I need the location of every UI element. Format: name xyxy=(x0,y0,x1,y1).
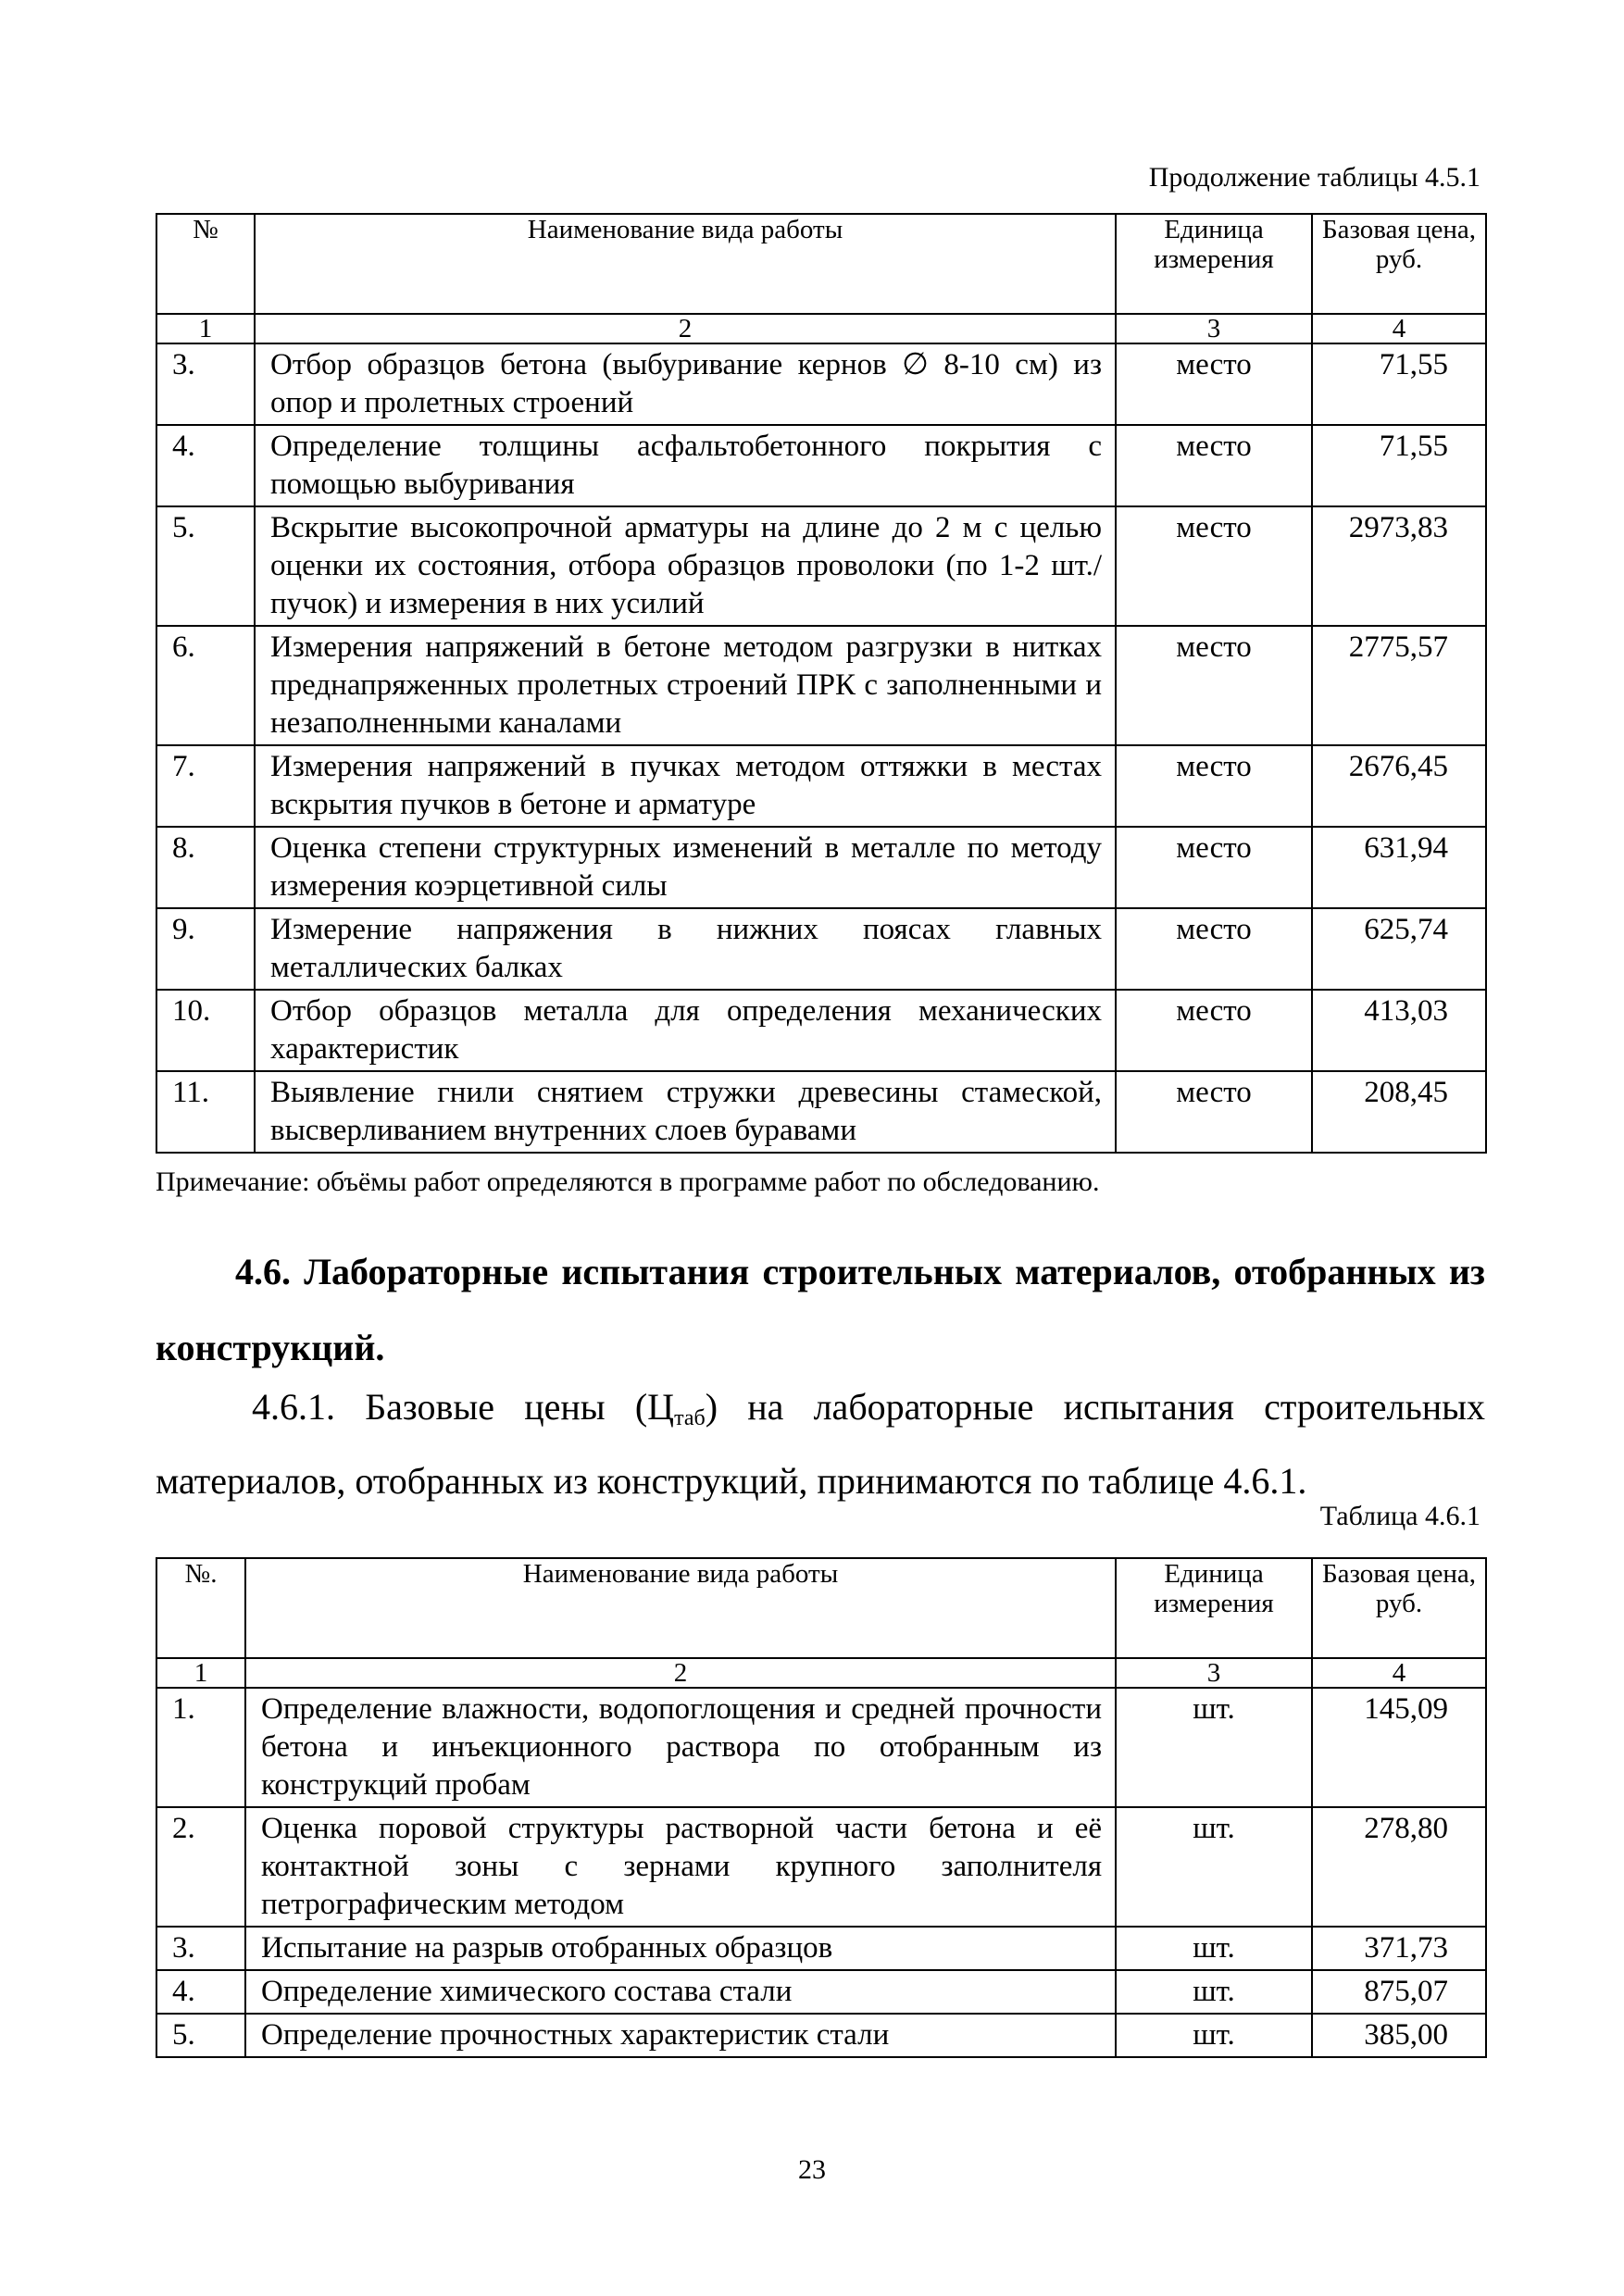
work-name: Испытание на разрыв отобранных образцов xyxy=(245,1927,1116,1970)
unit: место xyxy=(1116,506,1312,626)
price: 71,55 xyxy=(1312,425,1486,506)
column-number-row xyxy=(156,1658,1486,1688)
column-number: 1 xyxy=(156,314,255,343)
price: 875,07 xyxy=(1312,1970,1486,2014)
unit: место xyxy=(1116,827,1312,908)
row-number: 2. xyxy=(156,1807,245,1927)
para-subscript: таб xyxy=(674,1406,706,1430)
table-note: Примечание: объёмы работ определяются в программе работ по обследованию. xyxy=(156,1167,1100,1197)
column-number: 2 xyxy=(255,314,1116,343)
price: 71,55 xyxy=(1312,343,1486,425)
table-row xyxy=(156,2014,1486,2057)
header-unit: Единица измерения xyxy=(1116,1558,1312,1658)
section-heading-text: 4.6. Лабораторные испытания строительных материалов, отобранных из конструкций. xyxy=(156,1251,1485,1368)
unit: место xyxy=(1116,1071,1312,1153)
work-name: Оценка поровой структуры растворной части бетона и её контактной зоны с зернами крупного заполнителя петрографическим методом xyxy=(245,1807,1116,1927)
row-number: 10. xyxy=(156,990,255,1071)
work-name: Выявление гнили снятием стружки древесины стамеской, высверливанием внутренних слоев буравами xyxy=(255,1071,1116,1153)
unit: место xyxy=(1116,990,1312,1071)
price: 413,03 xyxy=(1312,990,1486,1071)
header-num: № xyxy=(156,214,255,314)
work-name: Вскрытие высокопрочной арматуры на длине до 2 м с целью оценки их состояния, отбора образцов проволоки (по 1-2 шт./пучок) и измерения в них усилий xyxy=(255,506,1116,626)
table-header-row xyxy=(156,214,1486,314)
section-heading xyxy=(156,1234,1485,1386)
price-table-4-6-1 xyxy=(156,1557,1487,2058)
row-number: 11. xyxy=(156,1071,255,1153)
table-continuation-caption: Продолжение таблицы 4.5.1 xyxy=(1148,162,1480,193)
unit: шт. xyxy=(1116,2014,1312,2057)
header-num: №. xyxy=(156,1558,245,1658)
price-table-4-5-1 xyxy=(156,213,1487,1154)
row-number: 6. xyxy=(156,626,255,745)
para-text-end: ) на лабораторные испытания строительных материалов, отобранных из конструкций, принимаются по таблице 4.6.1. xyxy=(156,1386,1485,1502)
unit: место xyxy=(1116,745,1312,827)
row-number: 5. xyxy=(156,2014,245,2057)
work-name: Определение прочностных характеристик стали xyxy=(245,2014,1116,2057)
table-row xyxy=(156,425,1486,506)
table-row xyxy=(156,1807,1486,1927)
table-row xyxy=(156,1688,1486,1807)
header-price: Базовая цена, руб. xyxy=(1312,214,1486,314)
price: 625,74 xyxy=(1312,908,1486,990)
unit: шт. xyxy=(1116,1688,1312,1807)
price: 371,73 xyxy=(1312,1927,1486,1970)
table-row xyxy=(156,626,1486,745)
work-name: Отбор образцов металла для определения механических характеристик xyxy=(255,990,1116,1071)
row-number: 7. xyxy=(156,745,255,827)
unit: место xyxy=(1116,425,1312,506)
column-number: 4 xyxy=(1312,1658,1486,1688)
column-number: 3 xyxy=(1116,1658,1312,1688)
table-row xyxy=(156,1071,1486,1153)
column-number: 3 xyxy=(1116,314,1312,343)
unit: место xyxy=(1116,908,1312,990)
row-number: 4. xyxy=(156,1970,245,2014)
price: 631,94 xyxy=(1312,827,1486,908)
price: 2676,45 xyxy=(1312,745,1486,827)
work-name: Измерение напряжения в нижних поясах главных металлических балках xyxy=(255,908,1116,990)
page-number: 23 xyxy=(798,2154,826,2185)
row-number: 5. xyxy=(156,506,255,626)
table-row xyxy=(156,745,1486,827)
price: 2775,57 xyxy=(1312,626,1486,745)
row-number: 4. xyxy=(156,425,255,506)
table-row xyxy=(156,506,1486,626)
unit: место xyxy=(1116,343,1312,425)
work-name: Определение химического состава стали xyxy=(245,1970,1116,2014)
unit: место xyxy=(1116,626,1312,745)
column-number: 2 xyxy=(245,1658,1116,1688)
table-row xyxy=(156,908,1486,990)
price: 278,80 xyxy=(1312,1807,1486,1927)
table-row xyxy=(156,343,1486,425)
work-name: Определение толщины асфальтобетонного покрытия с помощью выбуривания xyxy=(255,425,1116,506)
row-number: 1. xyxy=(156,1688,245,1807)
section-paragraph xyxy=(156,1370,1485,1518)
table-caption: Таблица 4.6.1 xyxy=(1319,1501,1480,1531)
work-name: Измерения напряжений в пучках методом оттяжки в местах вскрытия пучков в бетоне и арматуре xyxy=(255,745,1116,827)
header-name: Наименование вида работы xyxy=(255,214,1116,314)
row-number: 9. xyxy=(156,908,255,990)
table-row xyxy=(156,990,1486,1071)
unit: шт. xyxy=(1116,1927,1312,1970)
header-name: Наименование вида работы xyxy=(245,1558,1116,1658)
price: 385,00 xyxy=(1312,2014,1486,2057)
row-number: 8. xyxy=(156,827,255,908)
table-row xyxy=(156,1927,1486,1970)
work-name: Измерения напряжений в бетоне методом разгрузки в нитках преднапряженных пролетных строений ПРК с заполненными и незаполненными каналами xyxy=(255,626,1116,745)
table-header-row xyxy=(156,1558,1486,1658)
row-number: 3. xyxy=(156,343,255,425)
para-text-start: 4.6.1. Базовые цены (Ц xyxy=(252,1386,675,1428)
header-price: Базовая цена, руб. xyxy=(1312,1558,1486,1658)
header-unit: Единица измерения xyxy=(1116,214,1312,314)
row-number: 3. xyxy=(156,1927,245,1970)
unit: шт. xyxy=(1116,1807,1312,1927)
column-number-row xyxy=(156,314,1486,343)
price: 145,09 xyxy=(1312,1688,1486,1807)
table-row xyxy=(156,827,1486,908)
work-name: Определение влажности, водопоглощения и средней прочности бетона и инъекционного раствора по отобранным из конструкций пробам xyxy=(245,1688,1116,1807)
price: 2973,83 xyxy=(1312,506,1486,626)
work-name: Оценка степени структурных изменений в металле по методу измерения коэрцетивной силы xyxy=(255,827,1116,908)
work-name: Отбор образцов бетона (выбуривание кернов ∅ 8-10 см) из опор и пролетных строений xyxy=(255,343,1116,425)
column-number: 1 xyxy=(156,1658,245,1688)
unit: шт. xyxy=(1116,1970,1312,2014)
table-row xyxy=(156,1970,1486,2014)
price: 208,45 xyxy=(1312,1071,1486,1153)
column-number: 4 xyxy=(1312,314,1486,343)
